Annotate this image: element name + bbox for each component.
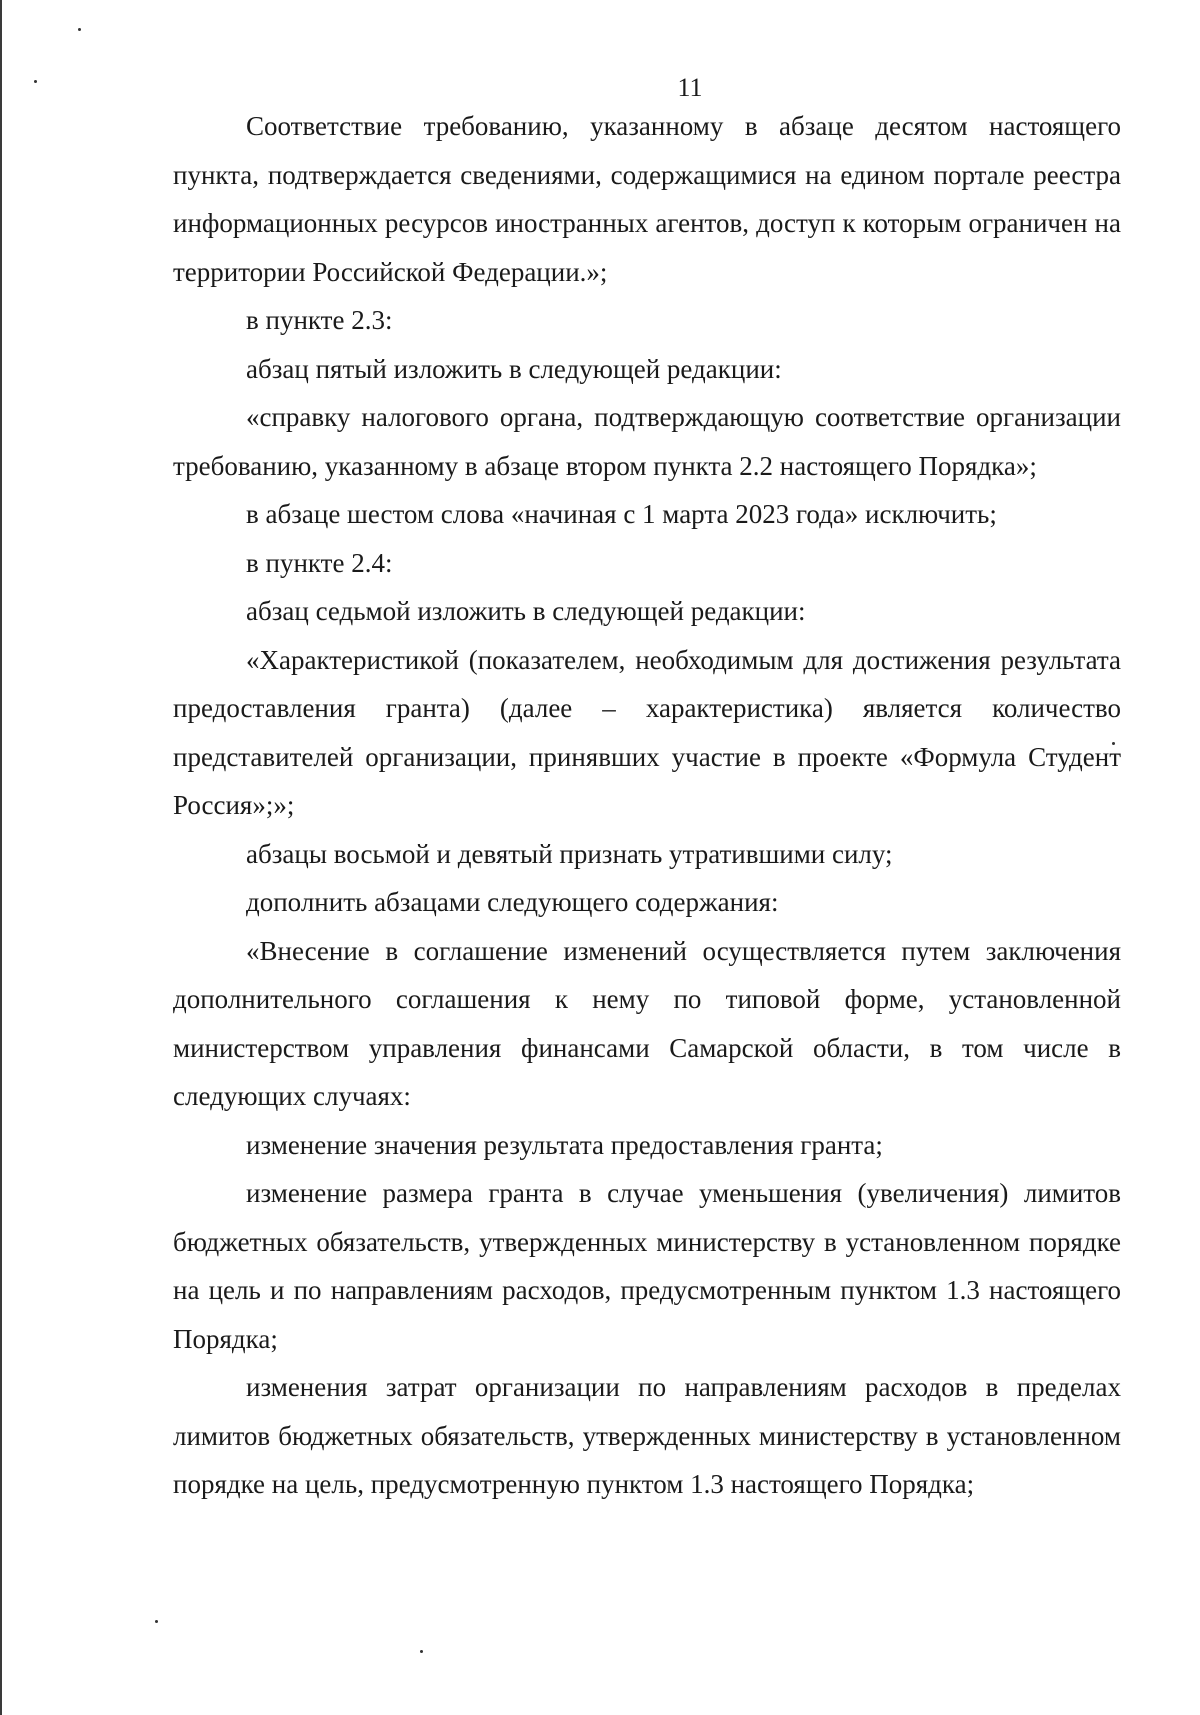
paragraph: «справку налогового органа, подтверждающую соответствие организации требованию, указанному в абзаце втором пункта 2.2 настоящего Порядка»;: [173, 402, 1121, 481]
paragraph: в пункте 2.4:: [246, 547, 393, 578]
paragraph: дополнить абзацами следующего содержания:: [246, 887, 779, 917]
paragraph: «Характеристикой (показателем, необходимым для достижения результата предоставления гранта) (далее – характеристика) является количество представителей организации, принявших участие в проекте «Формула Студент Россия»;»;: [173, 644, 1121, 820]
scan-left-edge: [0, 0, 2, 1715]
scan-speck: [420, 1650, 423, 1653]
paragraph: в абзаце шестом слова «начиная с 1 марта 2023 года» исключить;: [246, 499, 997, 529]
paragraph: изменения затрат организации по направлениям расходов в пределах лимитов бюджетных обязательств, утвержденных министерству в установленном порядке на цель, предусмотренную пунктом 1.3 настоящего Порядка;: [173, 1372, 1121, 1499]
paragraph: «Внесение в соглашение изменений осуществляется путем заключения дополнительного соглашения к нему по типовой форме, установленной министерством управления финансами Самарской области, в том числе в следующих случаях:: [173, 935, 1121, 1111]
paragraph: абзац седьмой изложить в следующей редакции:: [246, 596, 806, 626]
paragraph: абзац пятый изложить в следующей редакции:: [246, 353, 782, 384]
scan-speck: [78, 28, 81, 31]
paragraph: в пункте 2.3:: [246, 305, 393, 335]
document-body: [173, 102, 1121, 1509]
paragraph: изменение значения результата предоставления гранта;: [246, 1129, 883, 1160]
scan-speck: [155, 1620, 158, 1623]
paragraph: изменение размера гранта в случае уменьшения (увеличения) лимитов бюджетных обязательств, утвержденных министерству в установленном порядке на цель и по направлениям расходов, предусмотренным пунктом 1.3 настоящего Порядка;: [173, 1178, 1121, 1354]
paragraph: Соответствие требованию, указанному в абзаце десятом настоящего пункта, подтверждается сведениями, содержащимися на едином портале реестра информационных ресурсов иностранных агентов, доступ к которым ограничен на территории Российской Федерации.»;: [173, 111, 1121, 287]
paragraph: абзацы восьмой и девятый признать утратившими силу;: [246, 838, 893, 869]
page-number: 11: [677, 73, 703, 102]
